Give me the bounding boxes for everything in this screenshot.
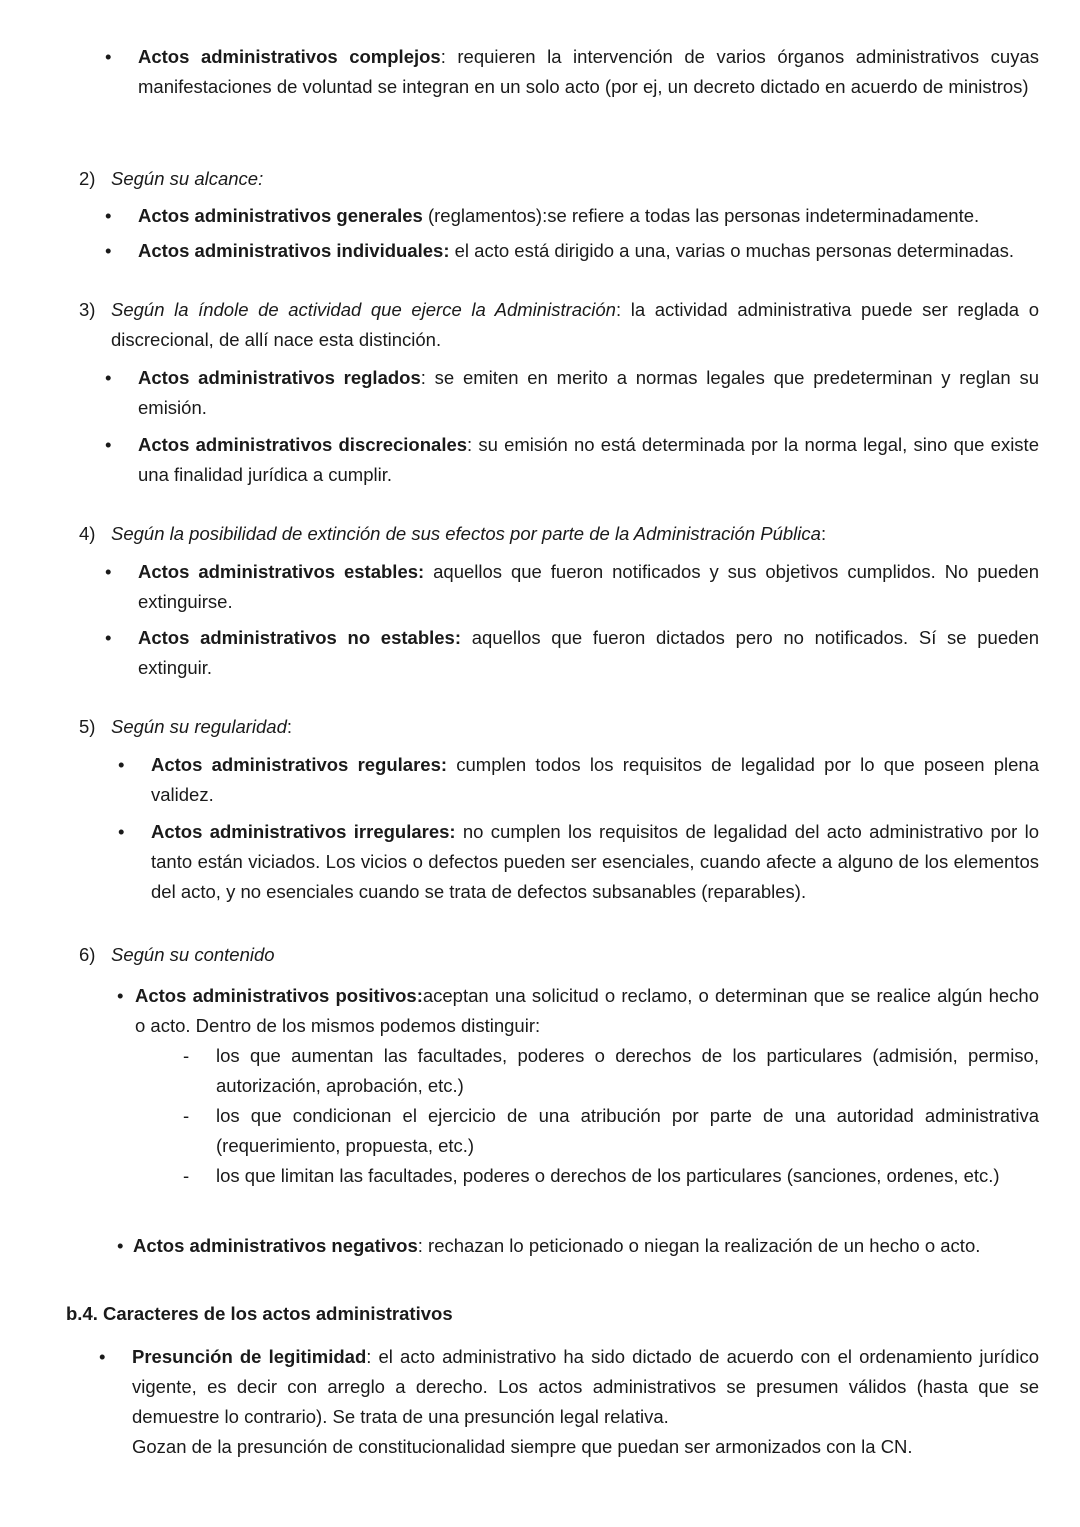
- sub-item-condicionan: los que condicionan el ejercicio de una atribución por parte de una autoridad administrativa (requerimiento, propuesta, etc.): [216, 1105, 1039, 1156]
- list-item-negativos: [133, 1231, 1053, 1261]
- description: : el acto administrativo ha sido dictado de acuerdo con el ordenamiento jurídico vigente, es decir con arreglo a derecho. Los actos administrativos se presumen válidos (hasta que se demuestre lo contrario). Se trata de una presunción legal relativa.: [132, 1346, 1039, 1427]
- list-item-generales: [138, 201, 1058, 231]
- list-item-presuncion: [132, 1342, 1039, 1432]
- bullet-icon: •: [117, 1235, 124, 1256]
- section-heading: [111, 712, 292, 742]
- description: : requieren la intervención de varios órganos administrativos cuyas manifestaciones de voluntad se integran en un solo acto (por ej, un decreto dictado en acuerdo de ministros): [138, 46, 1039, 97]
- section-title: Según la índole de actividad que ejerce la Administración: [111, 299, 616, 320]
- bullet-icon: •: [105, 627, 112, 648]
- section-number: 4): [79, 523, 96, 544]
- section-number: 3): [79, 299, 96, 320]
- section-title: Según su regularidad: [111, 716, 287, 737]
- description: el acto está dirigido a una, varias o muchas personas determinadas.: [449, 240, 1015, 261]
- description: : se emiten en merito a normas legales que predeterminan y reglan su emisión.: [138, 367, 1039, 418]
- term: Actos administrativos negativos: [133, 1235, 418, 1256]
- colon: :: [286, 716, 293, 737]
- bullet-icon: •: [105, 240, 112, 261]
- list-item-irregulares: [151, 817, 1039, 907]
- term: Actos administrativos discrecionales: [138, 434, 468, 455]
- description: aceptan una solicitud o reclamo, o determinan que se realice algún hecho o acto. Dentro de los mismos podemos distinguir:: [135, 985, 1039, 1036]
- colon: :: [820, 523, 827, 544]
- dash-icon: -: [183, 1045, 190, 1066]
- section-intro: [111, 295, 1039, 355]
- description: no cumplen los requisitos de legalidad del acto administrativo por lo tanto están viciados. Los vicios o defectos pueden ser esenciales, cuando afecte a alguno de los elementos del acto, y no esenciales cuando se trata de defectos subsanables (reparables).: [151, 821, 1039, 902]
- list-item-positivos: [135, 981, 1039, 1041]
- bullet-icon: •: [105, 367, 112, 388]
- term: Actos administrativos estables:: [138, 561, 425, 582]
- description: : rechazan lo peticionado o niegan la realización de un hecho o acto.: [417, 1235, 981, 1256]
- description: aquellos que fueron notificados y sus objetivos cumplidos. No pueden extinguirse.: [138, 561, 1039, 612]
- presuncion-note: Gozan de la presunción de constitucionalidad siempre que puedan ser armonizados con la CN.: [132, 1436, 913, 1457]
- term: Actos administrativos positivos:: [135, 985, 423, 1006]
- section-number: 5): [79, 716, 96, 737]
- section-number: 6): [79, 944, 96, 965]
- description: aquellos que fueron dictados pero no notificados. Sí se pueden extinguir.: [138, 627, 1039, 678]
- section-heading-b4: b.4. Caracteres de los actos administrativos: [66, 1303, 453, 1324]
- bullet-icon: •: [118, 821, 125, 842]
- sub-item-limitan: los que limitan las facultades, poderes o derechos de los particulares (sanciones, ordenes, etc.): [216, 1165, 1000, 1186]
- term: Actos administrativos no estables:: [138, 627, 462, 648]
- list-item-estables: [138, 557, 1039, 617]
- section-heading: [111, 519, 1071, 549]
- sub-item-aumentan: los que aumentan las facultades, poderes o derechos de los particulares (admisión, permiso, autorización, aprobación, etc.): [216, 1045, 1039, 1096]
- list-item-no-estables: [138, 623, 1039, 683]
- bullet-icon: •: [99, 1346, 106, 1367]
- term: Actos administrativos generales: [138, 205, 423, 226]
- list-item-individuales: [138, 236, 1058, 266]
- description: cumplen todos los requisitos de legalidad por lo que poseen plena validez.: [151, 754, 1040, 805]
- term: Presunción de legitimidad: [132, 1346, 367, 1367]
- dash-icon: -: [183, 1105, 190, 1126]
- bullet-icon: •: [118, 754, 125, 775]
- term: Actos administrativos individuales:: [138, 240, 450, 261]
- term: Actos administrativos irregulares:: [151, 821, 456, 842]
- description: (reglamentos):se refiere a todas las personas indeterminadamente.: [422, 205, 980, 226]
- section-number: 2): [79, 168, 96, 189]
- bullet-icon: •: [105, 46, 112, 67]
- section-title: Según su alcance:: [111, 168, 264, 189]
- bullet-icon: •: [105, 434, 112, 455]
- section-title: Según su contenido: [111, 944, 275, 965]
- bullet-icon: •: [105, 205, 112, 226]
- list-item-regulares: [151, 750, 1039, 810]
- bullet-icon: •: [117, 985, 124, 1006]
- description: : la actividad administrativa puede ser reglada o discrecional, de allí nace esta distinción.: [111, 299, 1039, 350]
- bullet-icon: •: [105, 561, 112, 582]
- list-item-reglados: [138, 363, 1039, 423]
- term: Actos administrativos regulares:: [151, 754, 448, 775]
- dash-icon: -: [183, 1165, 190, 1186]
- term: Actos administrativos complejos: [138, 46, 441, 67]
- list-item-discrecionales: [138, 430, 1039, 490]
- term: Actos administrativos reglados: [138, 367, 421, 388]
- description: : su emisión no está determinada por la norma legal, sino que existe una finalidad jurídica a cumplir.: [138, 434, 1039, 485]
- list-item-complejos: [138, 42, 1039, 102]
- section-title: Según la posibilidad de extinción de sus efectos por parte de la Administración Pública: [111, 523, 821, 544]
